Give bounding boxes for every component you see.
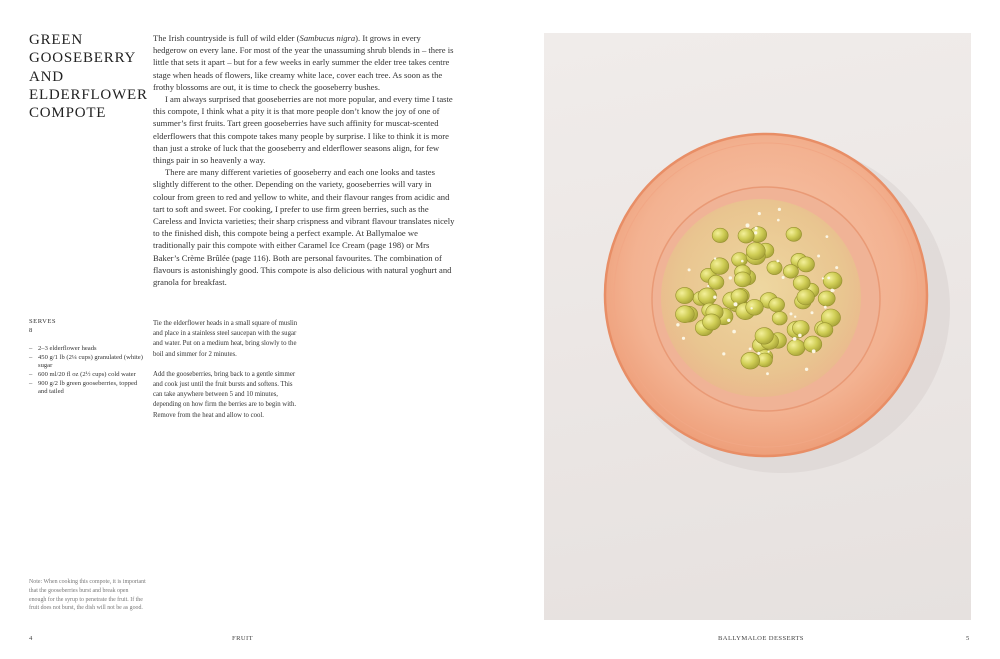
elderflower (794, 316, 796, 318)
elderflower (732, 330, 736, 334)
elderflower (835, 266, 838, 269)
elderflower (805, 368, 808, 371)
elderflower (778, 208, 781, 211)
elderflower (734, 302, 738, 306)
gooseberry (738, 229, 754, 244)
elderflower (817, 255, 820, 258)
right-page-number: 5 (966, 635, 970, 642)
gooseberry (734, 272, 751, 287)
left-page-number: 4 (29, 635, 33, 642)
gooseberry (798, 257, 815, 272)
recipe-title: GREEN GOOSEBERRY AND ELDERFLOWER COMPOTE (29, 32, 148, 122)
elderflower (682, 337, 685, 340)
gooseberry (746, 243, 765, 260)
compote-photo (544, 33, 971, 620)
elderflower (688, 268, 691, 271)
gooseberry (772, 311, 787, 325)
elderflower (746, 223, 750, 227)
gooseberry (676, 306, 695, 323)
ingredient-item: – 600 ml/20 fl oz (2½ cups) cold water (29, 371, 144, 380)
elderflower (826, 235, 829, 238)
intro-paragraph: The Irish countryside is full of wild elder (Sambucus nigra). It grows in every hedgerow on every lane. For most of the year the unassuming shrub blends in – there is little that sets it apart – but for a few weeks in early summer the elder tree takes centre stage when heads of flowers, like creamy white lace, cover each tree. As soon as the frothy blossoms are out, it is time to check the gooseberry bushes. (153, 33, 454, 92)
gooseberry (741, 352, 760, 369)
elderflower (782, 276, 785, 279)
compote-bowl-illustration (544, 33, 971, 620)
gooseberry (823, 272, 842, 289)
elderflower (722, 352, 725, 355)
ingredient-item: – 450 g/1 lb (2¼ cups) granulated (white) sugar (29, 354, 144, 371)
right-running-footer: BALLYMALOE DESSERTS (718, 635, 804, 642)
gooseberry (793, 275, 810, 290)
gooseberry (767, 261, 782, 275)
elderflower (727, 319, 730, 322)
elderflower (757, 352, 760, 355)
elderflower (812, 349, 816, 353)
gooseberry (769, 298, 785, 312)
intro-paragraph: I am always surprised that gooseberries are not more popular, and every time I taste this compote, I think what a pity it is that more people don’t know the joy of one of summer’s first fruits. Tart green gooseberries have such affinity for muscat-scented elderflowers that this compote takes many people by surprise. I like to think it is more than just a stroke of luck that the gooseberry and elderflower seasons align, for few things pair in so heavenly a way. (153, 94, 453, 166)
elderflower (827, 277, 830, 280)
gooseberry (817, 323, 833, 337)
elderflower (793, 337, 797, 341)
elderflower (790, 312, 793, 315)
gooseberry (792, 321, 809, 336)
elderflower (777, 219, 780, 222)
method-step: Add the gooseberries, bring back to a gentle simmer and cook just until the fruit bursts and softens. This can take anywhere between 5 and 10 minutes, depending on how firm the berries are to begin with. Remove from the heat and allow to cool. (153, 370, 297, 419)
elderflower (714, 257, 716, 259)
elderflower (729, 276, 732, 279)
elderflower (713, 296, 716, 299)
gooseberry (732, 253, 748, 267)
serves-label: SERVES (29, 318, 57, 325)
elderflower (749, 348, 752, 351)
method-block (153, 319, 303, 431)
gooseberry (787, 339, 805, 355)
elderflower (822, 277, 824, 279)
method-step: Tie the elderflower heads in a small square of muslin and place in a stainless steel saucepan with the sugar and water. Put on a medium heat, bring slowly to the boil and simmer for 2 minutes. (153, 320, 298, 358)
elderflower (766, 372, 769, 375)
gooseberry (712, 228, 728, 242)
elderflower (776, 260, 779, 263)
gooseberry (708, 275, 724, 289)
left-running-footer: FRUIT (232, 635, 254, 642)
gooseberry (783, 265, 798, 279)
elderflower (758, 212, 761, 215)
serves-value: 8 (29, 326, 33, 334)
gooseberry (710, 258, 728, 275)
gooseberry (797, 289, 815, 305)
gooseberry (818, 291, 835, 306)
intro-text (153, 32, 455, 288)
elderflower (741, 260, 744, 263)
ingredients-list (29, 345, 144, 397)
elderflower (811, 311, 814, 314)
serves-block (29, 318, 144, 397)
elderflower (832, 289, 834, 291)
gooseberry (676, 287, 694, 303)
elderflower (707, 285, 709, 287)
intro-paragraph: There are many different varieties of gooseberry and each one looks and tastes slightly different to the other. Depending on the variety, gooseberries will vary in colour from green to red and yellow to white, and their flavour ranges from acidic and tart to soft and sweet. For cooking, I prefer to use firm green berries, such as the Careless and Invicta varieties; their sharp crispness and vibrant flavour translates nicely to the finished dish, this compote being a perfect example. At Ballymaloe we traditionally pair this compote with either Caramel Ice Cream (page 198) or Mrs Baker’s Crème Brûlée (page 116). Both are personal favourites. The combination of flavours is astonishingly good. This compote is also delicious with natural yoghurt and granola for breakfast. (153, 167, 455, 288)
elderflower (754, 231, 757, 234)
gooseberry (731, 289, 748, 304)
latin-name: Sambucus nigra (299, 33, 356, 43)
gooseberry (746, 299, 764, 315)
gooseberry (755, 328, 773, 345)
elderflower (750, 307, 752, 309)
elderflower (768, 351, 770, 353)
ingredient-item: – 2–3 elderflower heads (29, 345, 144, 354)
gooseberry (703, 314, 721, 330)
elderflower (755, 227, 758, 230)
elderflower (676, 323, 679, 326)
elderflower (798, 334, 802, 338)
cooking-note: Note: When cooking this compote, it is important that the gooseberries burst and break open enough for the syrup to penetrate the fruit. If the fruit does not burst, the dish will not be as good. (29, 579, 146, 612)
ingredient-item: – 900 g/2 lb green gooseberries, topped and tailed (29, 380, 144, 397)
elderflower (824, 306, 827, 309)
gooseberry (786, 227, 802, 241)
